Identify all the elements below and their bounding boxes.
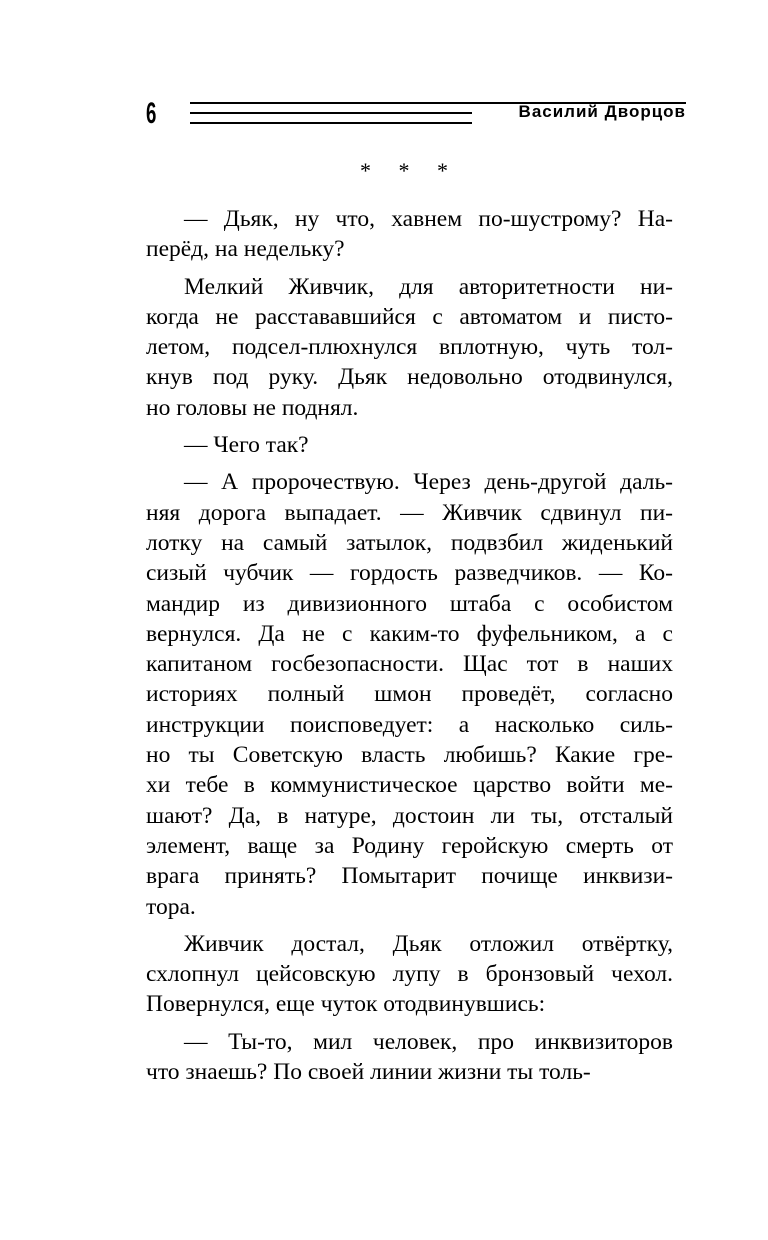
text-line: капитаном госбезопасности. Щас тот в наших (146, 651, 673, 678)
text-line: схлопнул цейсовскую лупу в бронзовый чехол. (146, 961, 673, 988)
paragraph (146, 272, 673, 423)
paragraph-gap (146, 423, 673, 430)
text-line: кнув под руку. Дьяк недовольно отодвинулся, (146, 364, 673, 391)
paragraph (146, 430, 673, 460)
text-line: вернулся. Да не с каким-то фуфельником, а с (146, 620, 673, 647)
page-number: 6 (146, 97, 157, 130)
section-separator: * * * (360, 158, 448, 183)
paragraph-gap (146, 1020, 673, 1027)
text-line: тора. (146, 893, 196, 920)
paragraph-gap (146, 460, 673, 467)
text-line: шают? Да, в натуре, достоин ли ты, отсталый (146, 802, 673, 829)
text-line: врага принять? Помытарит почище инквизи- (146, 863, 673, 890)
paragraph (146, 204, 673, 265)
paragraph (146, 467, 673, 921)
text-line: — Чего так? (184, 432, 309, 459)
text-line: элемент, ваще за Родину геройскую смерть от (146, 832, 673, 859)
text-line: когда не расстававшийся с автоматом и писто- (146, 303, 673, 330)
page-header (146, 96, 686, 132)
text-line: — Дьяк, ну что, хавнем по-шустрому? На- (184, 206, 673, 232)
text-line: но ты Советскую власть любишь? Какие гре- (146, 742, 673, 769)
text-line: летом, подсел-плюхнулся вплотную, чуть тол- (146, 334, 673, 361)
text-line: но головы не поднял. (146, 394, 359, 421)
text-line: инструкции поисповедует: а насколько силь- (146, 711, 673, 738)
body-text (146, 204, 673, 1087)
text-line: хи тебе в коммунистическое царство войти ме- (146, 772, 673, 799)
text-line: лотку на самый затылок, подвзбил жиденький (146, 529, 673, 556)
header-rule-middle (190, 112, 472, 114)
running-title: Василий Дворцов (518, 102, 686, 121)
text-line: что знаешь? По своей линии жизни ты толь- (146, 1059, 591, 1086)
text-line: няя дорога выпадает. — Живчик сдвинул пи- (146, 499, 673, 526)
text-line: Мелкий Живчик, для авторитетности ни- (184, 273, 673, 300)
text-line: мандир из дивизионного штаба с особистом (146, 590, 673, 617)
paragraph (146, 1027, 673, 1088)
text-line: Повернулся, еще чуток отодвинувшись: (146, 991, 546, 1018)
paragraph-gap (146, 922, 673, 929)
text-line: сизый чубчик — гордость разведчиков. — Ко- (146, 560, 673, 587)
text-line: Живчик достал, Дьяк отложил отвёртку, (184, 930, 673, 957)
paragraph (146, 929, 673, 1020)
header-rule-bottom (190, 122, 472, 124)
text-line: историях полный шмон проведёт, согласно (146, 681, 673, 708)
text-line: — Ты-то, мил человек, про инквизиторов (184, 1028, 673, 1055)
paragraph-gap (146, 265, 673, 272)
text-line: перёд, на недельку? (146, 236, 345, 263)
text-line: — А пророчествую. Через день-другой даль- (184, 469, 673, 496)
